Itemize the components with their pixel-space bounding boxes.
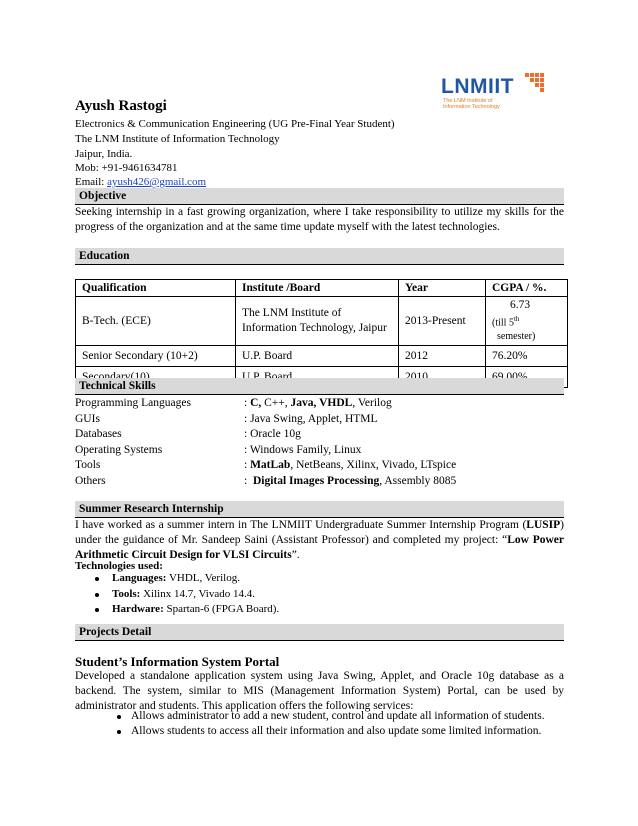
education-heading: Education <box>75 248 564 265</box>
technology-item: Languages: VHDL, Verilog. <box>112 572 240 584</box>
bullet-icon <box>117 730 121 734</box>
table-row <box>76 297 568 346</box>
column-header: Institute /Board <box>236 280 399 297</box>
skill-value: : Oracle 10g <box>244 428 301 440</box>
column-header: Year <box>399 280 486 297</box>
internship-heading: Summer Research Internship <box>75 501 564 518</box>
skill-label: GUIs <box>75 412 100 425</box>
cell-institute: The LNM Institute of Information Technology, Jaipur <box>236 297 399 346</box>
skill-label: Operating Systems <box>75 443 163 456</box>
objective-text: Seeking internship in a fast growing organization, where I take responsibility to utilize my skills for the progress of the organization and at the same time update myself with the latest technologies. <box>75 206 564 233</box>
project-title: Student’s Information System Portal <box>75 654 280 669</box>
bullet-icon <box>95 593 99 597</box>
cell-qualification: Senior Secondary (10+2) <box>76 346 236 367</box>
skill-value: : Digital Images Processing, Assembly 8085 <box>244 474 457 487</box>
bullet-icon <box>95 577 99 581</box>
skill-label: Tools <box>75 459 101 471</box>
skill-value: : C, C++, Java, VHDL, Verilog <box>244 397 392 409</box>
logo-subtitle-line1: The LNM Institute of <box>443 98 493 104</box>
cell-qualification: B-Tech. (ECE) <box>76 297 236 346</box>
cell-score: 76.20% <box>486 346 568 367</box>
technology-item: Hardware: Spartan-6 (FPGA Board). <box>112 603 280 615</box>
internship-text: I have worked as a summer intern in The LNMIIT Undergraduate Summer Internship Program (LUSIP) under the guidance of Mr. Sandeep Saini (Assistant Professor) and completed my project: “Low Power Arithmetic Circuit Design for VLSI Circuits”. <box>75 519 564 561</box>
institute-line: The LNM Institute of Information Technology <box>75 133 280 145</box>
cell-score: 6.73 (till 5th semester) <box>486 297 568 346</box>
skill-label: Databases <box>75 428 122 440</box>
table-header-row <box>76 280 568 297</box>
technologies-heading: Technologies used: <box>75 560 163 572</box>
bullet-icon <box>117 715 121 719</box>
skill-value: : MatLab, NetBeans, Xilinx, Vivado, LTspice <box>244 459 457 471</box>
mobile-line: Mob: +91-9461634781 <box>75 162 178 174</box>
column-header: Qualification <box>76 280 236 297</box>
email-link[interactable]: ayush426@gmail.com <box>107 176 207 188</box>
cell-year: 2012 <box>399 346 486 367</box>
education-table <box>75 279 568 388</box>
cell-year: 2013-Present <box>399 297 486 346</box>
project-feature-item: Allows students to access all their information and also update some limited information. <box>131 725 542 737</box>
table-row <box>76 346 568 367</box>
skills-heading: Technical Skills <box>75 378 564 395</box>
program-line: Electronics & Communication Engineering (UG Pre-Final Year Student) <box>75 118 395 130</box>
skill-label: Others <box>75 474 106 487</box>
candidate-name: Ayush Rastogi <box>75 98 167 114</box>
cell-institute: U.P. Board <box>236 346 399 367</box>
technology-item: Tools: Xilinx 14.7, Vivado 14.4. <box>112 587 255 600</box>
project-description: Developed a standalone application system using Java Swing, Applet, and Oracle 10g database as a backend. The system, similar to MIS (Management Information System) Portal, can be used by administrator and students. This application offers the following services: <box>75 670 564 712</box>
skill-value: : Windows Family, Linux <box>244 443 362 456</box>
project-feature-item: Allows administrator to add a new student, control and update all information of students. <box>131 710 545 722</box>
logo-subtitle-line2: Information Technology <box>443 104 500 110</box>
skill-value: : Java Swing, Applet, HTML <box>244 412 378 425</box>
logo-wordmark: LNMIIT <box>441 75 514 98</box>
institute-logo <box>441 73 546 111</box>
bullet-icon <box>95 608 99 612</box>
objective-heading: Objective <box>75 188 564 205</box>
projects-heading: Projects Detail <box>75 624 564 641</box>
column-header: CGPA / %. <box>486 280 568 297</box>
email-label: Email: <box>75 176 108 188</box>
location-line: Jaipur, India. <box>75 148 133 160</box>
skill-label: Programming Languages <box>75 397 191 409</box>
